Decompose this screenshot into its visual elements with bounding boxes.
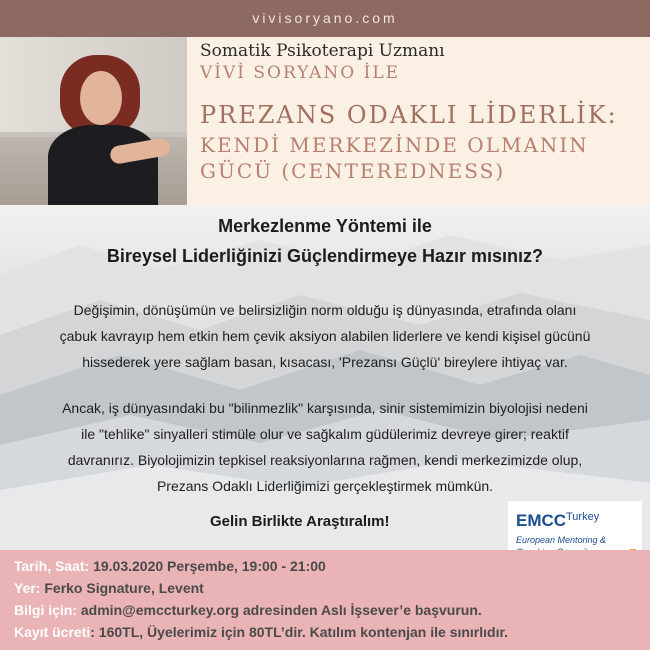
logo-line1: European Mentoring & <box>516 535 607 545</box>
event-title-line2: KENDİ MERKEZİNDE OLMANIN <box>200 133 589 157</box>
intro-line: hissederek yere sağlam basan, kısacası, 'Prezansı Güçlü' bireylere ihtiyaç var. <box>82 354 568 370</box>
event-title-line1: PREZANS ODAKLI LİDERLİK: <box>200 101 618 129</box>
fee-label: Kayıt ücreti <box>14 624 91 640</box>
info-row <box>14 602 482 618</box>
info-value: admin@emccturkey.org adresinden Aslı İşsever’e başvurun. <box>77 602 482 618</box>
main-heading-line2: Bireysel Liderliğinizi Güçlendirmeye Hazır mısınız? <box>106 246 544 266</box>
venue-value: Ferko Signature, Levent <box>40 580 204 596</box>
date-label: Tarih, Saat: <box>14 558 90 574</box>
fee-row <box>14 624 508 640</box>
hero-section <box>0 37 650 205</box>
venue-label: Yer: <box>14 580 41 596</box>
website-text: vivisoryano.com <box>252 10 398 26</box>
intro-paragraph <box>15 297 635 375</box>
body-line: Prezans Odaklı Liderliğimizi gerçekleştirmek mümkün. <box>156 478 494 494</box>
body-line: davranırız. Biyolojimizin tepkisel reaksiyonlarına rağmen, kendi merkezimizde olup, <box>67 452 583 468</box>
venue-row <box>14 580 204 596</box>
body-line: Ancak, iş dünyasındaki bu "bilinmezlik" karşısında, sinir sistemimizin biyolojisi nedeni <box>62 400 588 416</box>
subtitle: Somatik Psikoterapi Uzmanı <box>200 41 445 61</box>
intro-line: çabuk kavrayıp hem etkin hem çevik aksiyon alabilen liderlere ve kendi kişisel gücünü <box>59 328 591 344</box>
intro-line: Değişimin, dönüşümün ve belirsizliğin norm olduğu iş dünyasında, etrafında olanı <box>73 302 577 318</box>
body-paragraph <box>15 395 635 499</box>
date-row <box>14 558 326 574</box>
top-bar <box>0 0 650 37</box>
info-label: Bilgi için: <box>14 602 77 618</box>
body-line: ile "tehlike" sinyalleri stimüle olur ve sağkalım güdülerimiz devreye girer; reaktif <box>81 426 569 442</box>
logo-country: Turkey <box>566 511 600 523</box>
main-content <box>0 205 650 550</box>
call-to-action: Gelin Birlikte Araştıralım! <box>210 513 390 530</box>
event-title-line3: GÜCÜ (CENTEREDNESS) <box>200 159 506 183</box>
main-heading-line1: Merkezlenme Yöntemi ile <box>218 216 432 236</box>
date-value: 19.03.2020 Perşembe, 19:00 - 21:00 <box>89 558 326 574</box>
event-details <box>0 550 650 650</box>
logo-name: EMCC <box>516 511 567 530</box>
host-name: VİVİ SORYANO İLE <box>200 63 401 83</box>
fee-value: : 160TL, Üyelerimiz için 80TL’dir. Katılım kontenjan ile sınırlıdır. <box>90 624 509 640</box>
speaker-photo <box>0 37 187 205</box>
